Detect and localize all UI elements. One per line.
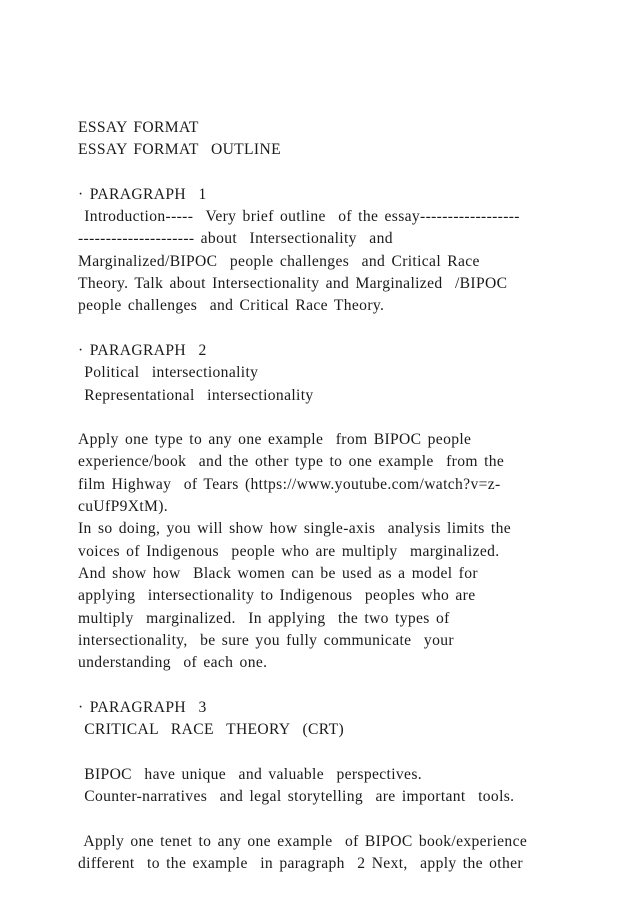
- text-line: cuUfP9XtM).: [78, 498, 169, 516]
- blank-line: [78, 318, 618, 340]
- text-line: experience/book and the other type to one example from the: [78, 453, 505, 471]
- text-line: Counter-narratives and legal storytelling are important tools.: [78, 787, 515, 805]
- blank-line: [78, 674, 618, 696]
- paragraph-3-heading: · PARAGRAPH 3: [78, 698, 207, 716]
- text-line: Apply one tenet to any one example of BIPOC book/experience: [78, 832, 528, 850]
- text-line: BIPOC have unique and valuable perspectives.: [78, 765, 422, 783]
- blank-line: [78, 808, 618, 830]
- paragraph-2-heading: · PARAGRAPH 2: [78, 341, 207, 359]
- doc-title: ESSAY FORMAT: [78, 119, 199, 136]
- text-line: people challenges and Critical Race Theory.: [78, 297, 385, 315]
- blank-line: [78, 741, 618, 763]
- blank-line: [78, 162, 618, 184]
- text-line: voices of Indigenous people who are multiply marginalized.: [78, 542, 500, 560]
- doc-subtitle: ESSAY FORMAT OUTLINE: [78, 141, 281, 159]
- text-line: In so doing, you will show how single-axis analysis limits the: [78, 520, 512, 538]
- text-line: multiply marginalized. In applying the two types of: [78, 609, 450, 627]
- text-line: Political intersectionality: [78, 364, 259, 382]
- text-line: Theory. Talk about Intersectionality and Marginalized /BIPOC: [78, 275, 508, 293]
- text-line: And show how Black women can be used as a model for: [78, 564, 478, 582]
- text-line: Introduction----- Very brief outline of the essay------------------: [78, 208, 520, 226]
- text-line: Apply one type to any one example from BIPOC people: [78, 431, 472, 449]
- text-line: CRITICAL RACE THEORY (CRT): [78, 721, 344, 739]
- text-line: applying intersectionality to Indigenous peoples who are: [78, 587, 476, 605]
- essay-text: [78, 117, 618, 875]
- text-line: film Highway of Tears (https://www.youtube.com/watch?v=z-: [78, 475, 501, 493]
- text-line: understanding of each one.: [78, 654, 268, 672]
- paragraph-1-heading: · PARAGRAPH 1: [78, 185, 207, 203]
- text-line: Marginalized/BIPOC people challenges and Critical Race: [78, 252, 480, 270]
- text-line: intersectionality, be sure you fully communicate your: [78, 631, 454, 649]
- text-line: --------------------- about Intersectionality and: [78, 230, 393, 248]
- text-line: Representational intersectionality: [78, 386, 314, 404]
- text-line: different to the example in paragraph 2 Next, apply the other: [78, 854, 523, 872]
- blank-line: [78, 407, 618, 429]
